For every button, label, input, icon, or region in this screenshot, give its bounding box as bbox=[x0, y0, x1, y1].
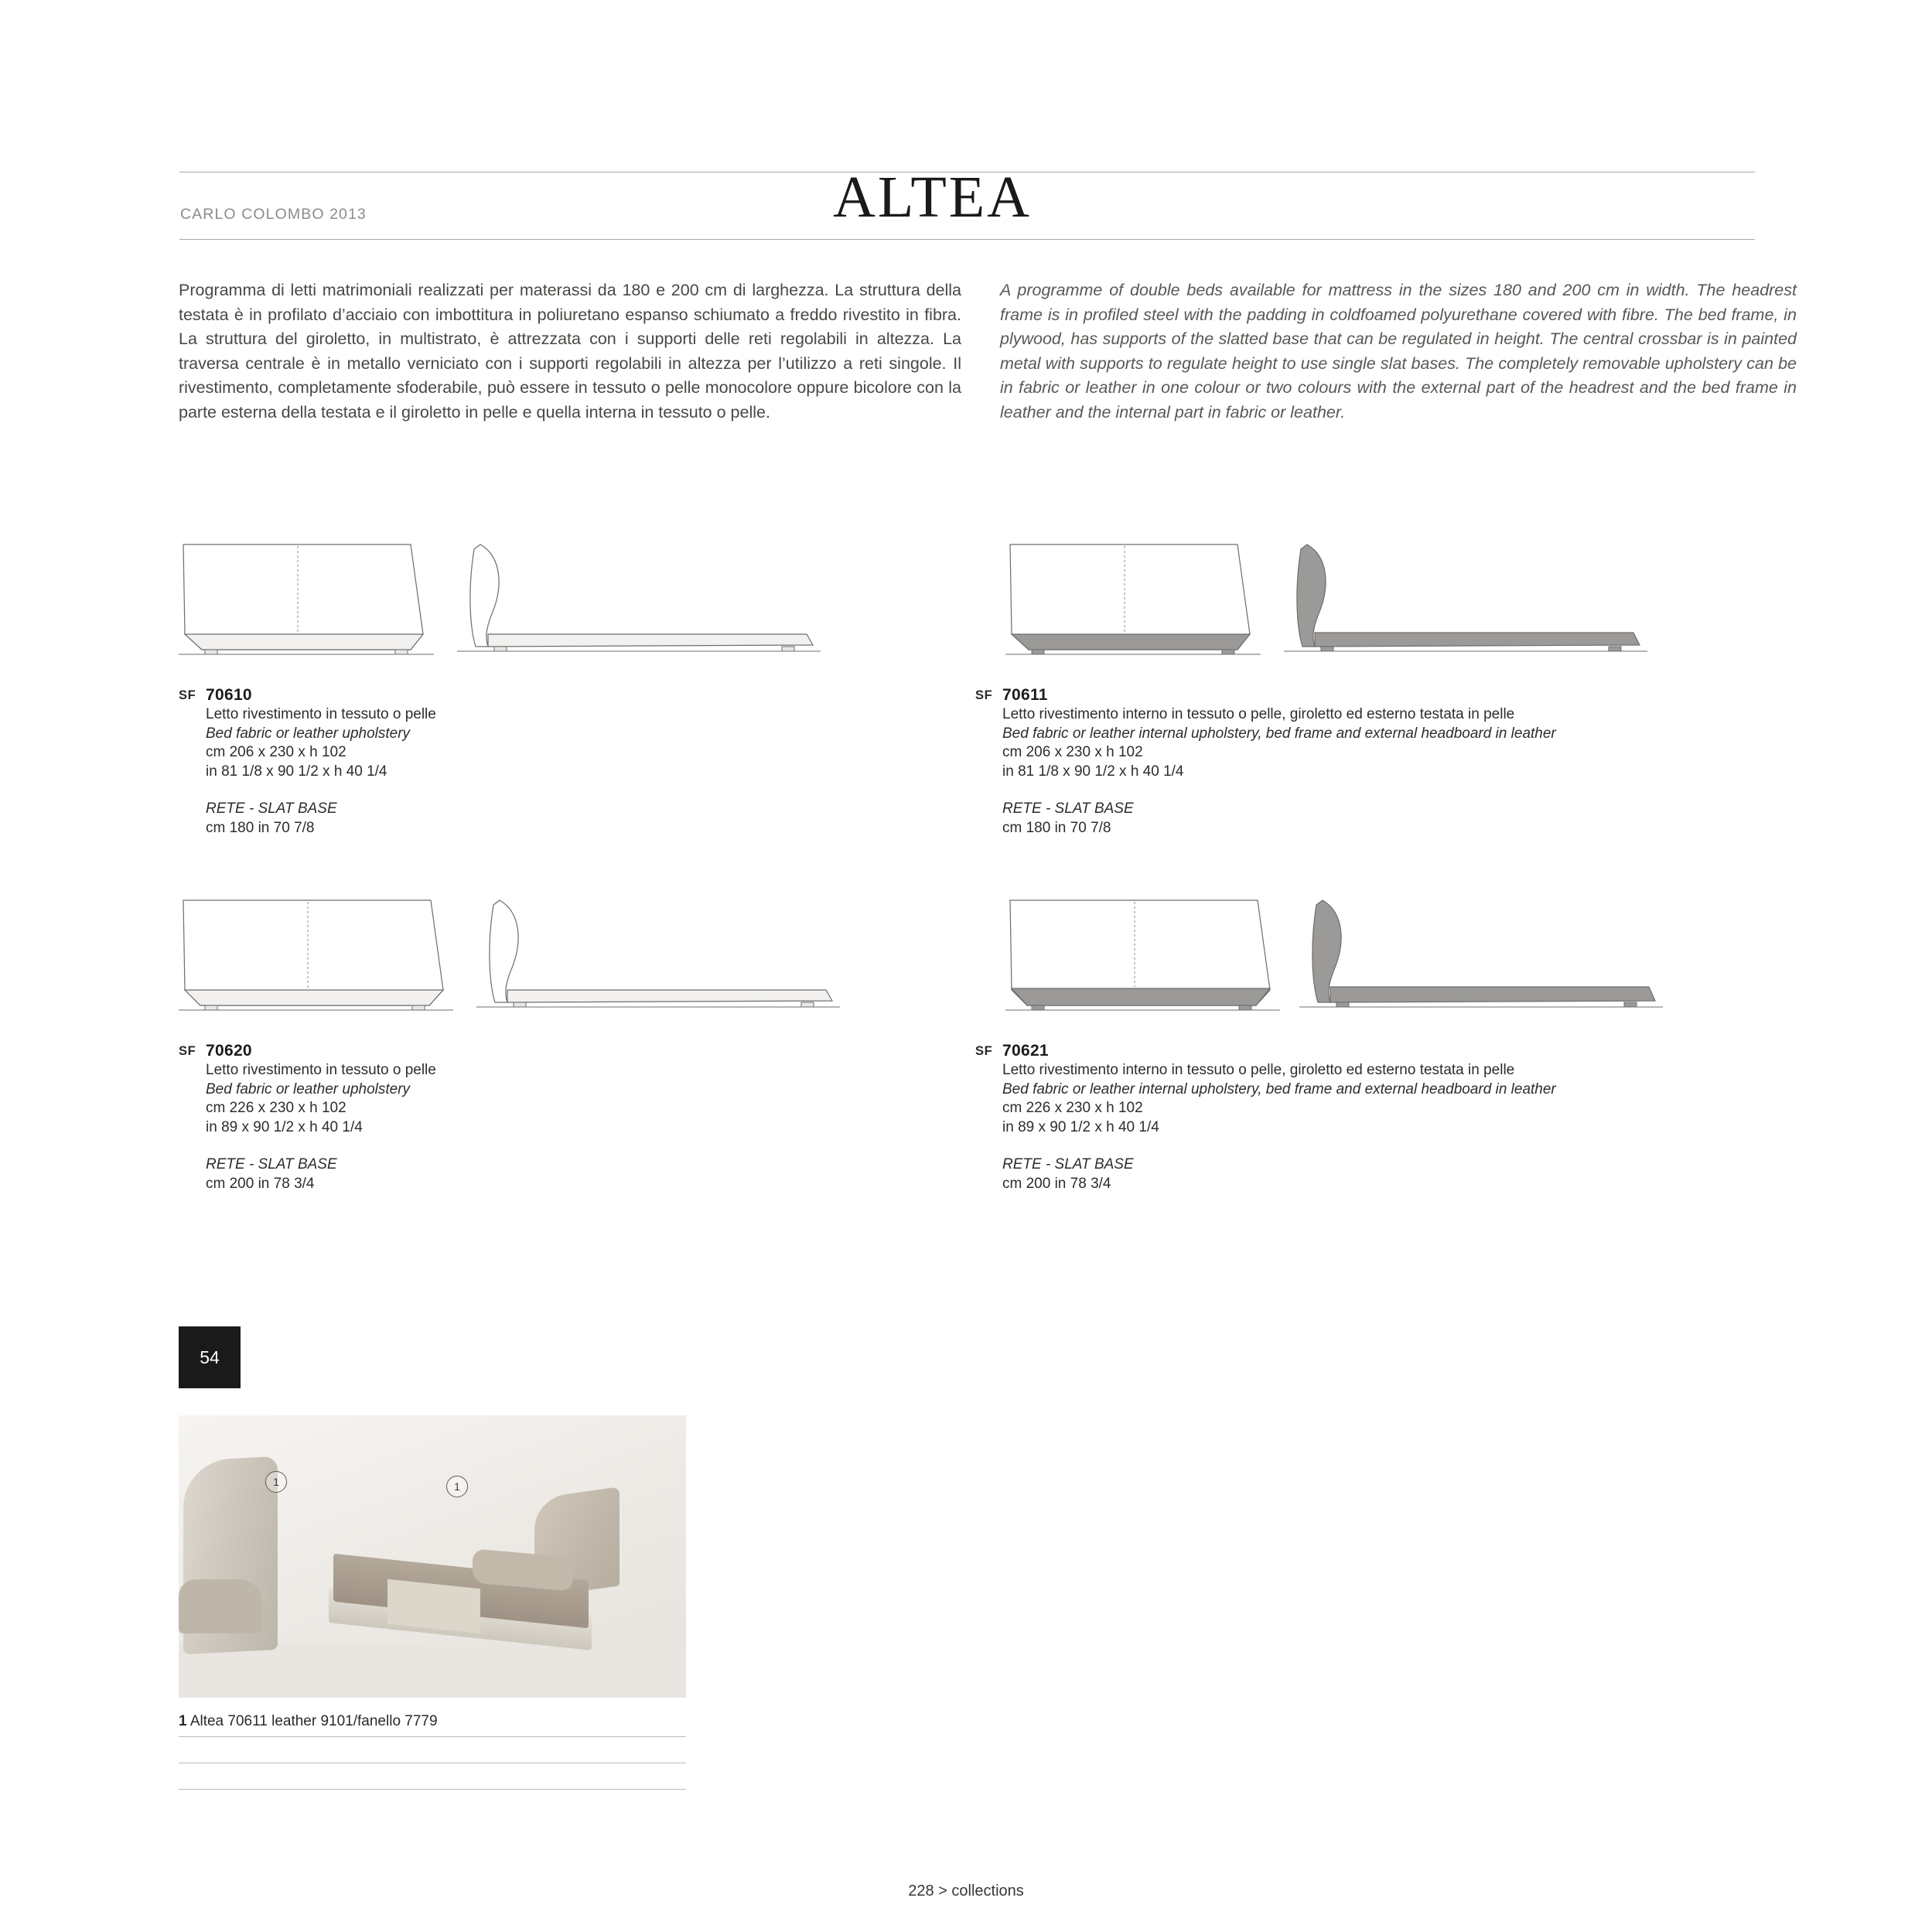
intro-text-italian bbox=[179, 278, 961, 425]
description-italian: Letto rivestimento interno in tessuto o pelle, giroletto ed esterno testata in pelle bbox=[1002, 1062, 1515, 1078]
page-number-badge: 54 bbox=[179, 1326, 241, 1388]
product-specs bbox=[1002, 705, 1756, 838]
designer-credit: CARLO COLOMBO 2013 bbox=[180, 206, 367, 223]
caption-rule-3 bbox=[179, 1789, 686, 1790]
caption-text: Altea 70611 leather 9101/fanello 7779 bbox=[189, 1713, 438, 1729]
description-italian: Letto rivestimento in tessuto o pelle bbox=[206, 706, 436, 722]
front-view-svg bbox=[1005, 541, 1261, 665]
product-code-row bbox=[975, 1041, 1756, 1061]
product-block-70621 bbox=[975, 897, 1756, 1193]
product-specs bbox=[206, 705, 960, 838]
slat-base-label: RETE - SLAT BASE bbox=[1002, 800, 1134, 817]
photo-callout-1: 1 bbox=[265, 1471, 287, 1493]
sf-tag: SF bbox=[975, 1044, 993, 1058]
photo-caption bbox=[179, 1713, 686, 1736]
description-italian: Letto rivestimento interno in tessuto o pelle, giroletto ed esterno testata in pelle bbox=[1002, 706, 1515, 722]
intro-text-english bbox=[1000, 278, 1797, 425]
intro-paragraph-it: Programma di letti matrimoniali realizzati per materassi da 180 e 200 cm di larghezza. La struttura della testata è in profilato d’acciaio con imbottitura in poliuretano espanso schiumato a freddo rivestito in fibra. La struttura del giroletto, in multistrato, è attrezzata con i supporti delle reti regolabili in altezza. La traversa centrale è in metallo verniciato con i supporti regolabili in altezza per l’utilizzo a reti singole. Il rivestimento, completamente sfoderabile, può essere in tessuto o pelle monocolore oppure bicolore con la parte esterna della testata e il giroletto in pelle e quella interna in tessuto o pelle. bbox=[179, 281, 961, 422]
dimensions-cm: cm 226 x 230 x h 102 bbox=[206, 1100, 346, 1116]
front-view-svg bbox=[179, 897, 453, 1021]
sf-tag: SF bbox=[179, 1044, 196, 1058]
description-english: Bed fabric or leather upholstery bbox=[206, 1080, 411, 1097]
side-view-svg bbox=[457, 541, 821, 665]
front-view-drawing bbox=[179, 897, 453, 1021]
dimensions-in: in 81 1/8 x 90 1/2 x h 40 1/4 bbox=[206, 763, 387, 780]
product-code: 70621 bbox=[1002, 1042, 1049, 1060]
description-english: Bed fabric or leather internal upholstery, bed frame and external headboard in leather bbox=[1002, 725, 1556, 742]
front-view-svg bbox=[1005, 897, 1280, 1021]
photo-bed bbox=[326, 1493, 620, 1647]
product-code-row bbox=[179, 685, 960, 705]
slat-base-value: cm 180 in 70 7/8 bbox=[206, 819, 315, 836]
photo-caption-block bbox=[179, 1713, 686, 1790]
product-code: 70610 bbox=[206, 686, 252, 704]
product-drawings bbox=[179, 541, 960, 681]
product-code-row bbox=[179, 1041, 960, 1061]
slat-base-value: cm 180 in 70 7/8 bbox=[1002, 819, 1111, 836]
caption-number: 1 bbox=[179, 1713, 187, 1729]
side-view-svg bbox=[476, 897, 840, 1021]
sf-tag: SF bbox=[975, 688, 993, 702]
header-bottom-rule bbox=[179, 239, 1755, 240]
side-view-drawing bbox=[457, 541, 821, 665]
dimensions-cm: cm 206 x 230 x h 102 bbox=[206, 744, 346, 760]
product-drawings bbox=[975, 541, 1756, 681]
side-view-drawing bbox=[476, 897, 840, 1021]
product-code: 70611 bbox=[1002, 686, 1048, 704]
page-footer: 228 > collections bbox=[908, 1883, 1024, 1900]
dimensions-cm: cm 226 x 230 x h 102 bbox=[1002, 1100, 1143, 1116]
side-view-drawing bbox=[1284, 541, 1647, 665]
side-view-svg bbox=[1299, 897, 1663, 1021]
product-photo bbox=[179, 1415, 686, 1698]
page-title: ALTEA bbox=[833, 165, 1033, 230]
slat-base-value: cm 200 in 78 3/4 bbox=[206, 1175, 315, 1192]
product-block-70610 bbox=[179, 541, 960, 838]
product-block-70611 bbox=[975, 541, 1756, 838]
dimensions-in: in 89 x 90 1/2 x h 40 1/4 bbox=[1002, 1118, 1159, 1135]
product-specs bbox=[1002, 1061, 1756, 1193]
photo-foreground-pillow bbox=[179, 1579, 262, 1633]
photo-floor bbox=[179, 1644, 686, 1698]
side-view-svg bbox=[1284, 541, 1647, 665]
product-drawings bbox=[179, 897, 960, 1036]
description-english: Bed fabric or leather upholstery bbox=[206, 725, 411, 742]
front-view-drawing bbox=[1005, 541, 1261, 665]
caption-rule-1 bbox=[179, 1736, 686, 1737]
dimensions-in: in 89 x 90 1/2 x h 40 1/4 bbox=[206, 1118, 363, 1135]
spec-gap bbox=[206, 781, 960, 800]
photo-callout-2: 1 bbox=[446, 1476, 468, 1497]
product-block-70620 bbox=[179, 897, 960, 1193]
description-english: Bed fabric or leather internal upholstery, bed frame and external headboard in leather bbox=[1002, 1080, 1556, 1097]
slat-base-label: RETE - SLAT BASE bbox=[206, 1156, 337, 1173]
slat-base-label: RETE - SLAT BASE bbox=[206, 800, 337, 817]
side-view-drawing bbox=[1299, 897, 1663, 1021]
front-view-drawing bbox=[179, 541, 434, 665]
product-drawings bbox=[975, 897, 1756, 1036]
slat-base-value: cm 200 in 78 3/4 bbox=[1002, 1175, 1111, 1192]
spec-gap bbox=[206, 1137, 960, 1155]
dimensions-cm: cm 206 x 230 x h 102 bbox=[1002, 744, 1143, 760]
product-code: 70620 bbox=[206, 1042, 252, 1060]
sf-tag: SF bbox=[179, 688, 196, 702]
intro-paragraph-en: A programme of double beds available for mattress in the sizes 180 and 200 cm in width. The headrest frame is in profiled steel with the padding in coldfoamed polyurethane covered with fibre. The bed frame, in plywood, has supports of the slatted base that can be regulated in height. The central crossbar is in painted metal with supports to regulate height to use single slat bases. The completely removable upholstery can be in fabric or leather in one colour or two colours with the external part of the headrest and the bed frame in leather and the internal part in fabric or leather. bbox=[1000, 281, 1797, 422]
front-view-drawing bbox=[1005, 897, 1280, 1021]
product-code-row bbox=[975, 685, 1756, 705]
dimensions-in: in 81 1/8 x 90 1/2 x h 40 1/4 bbox=[1002, 763, 1184, 780]
front-view-svg bbox=[179, 541, 434, 665]
slat-base-label: RETE - SLAT BASE bbox=[1002, 1156, 1134, 1173]
description-italian: Letto rivestimento in tessuto o pelle bbox=[206, 1062, 436, 1078]
spec-gap bbox=[1002, 781, 1756, 800]
spec-gap bbox=[1002, 1137, 1756, 1155]
product-specs bbox=[206, 1061, 960, 1193]
